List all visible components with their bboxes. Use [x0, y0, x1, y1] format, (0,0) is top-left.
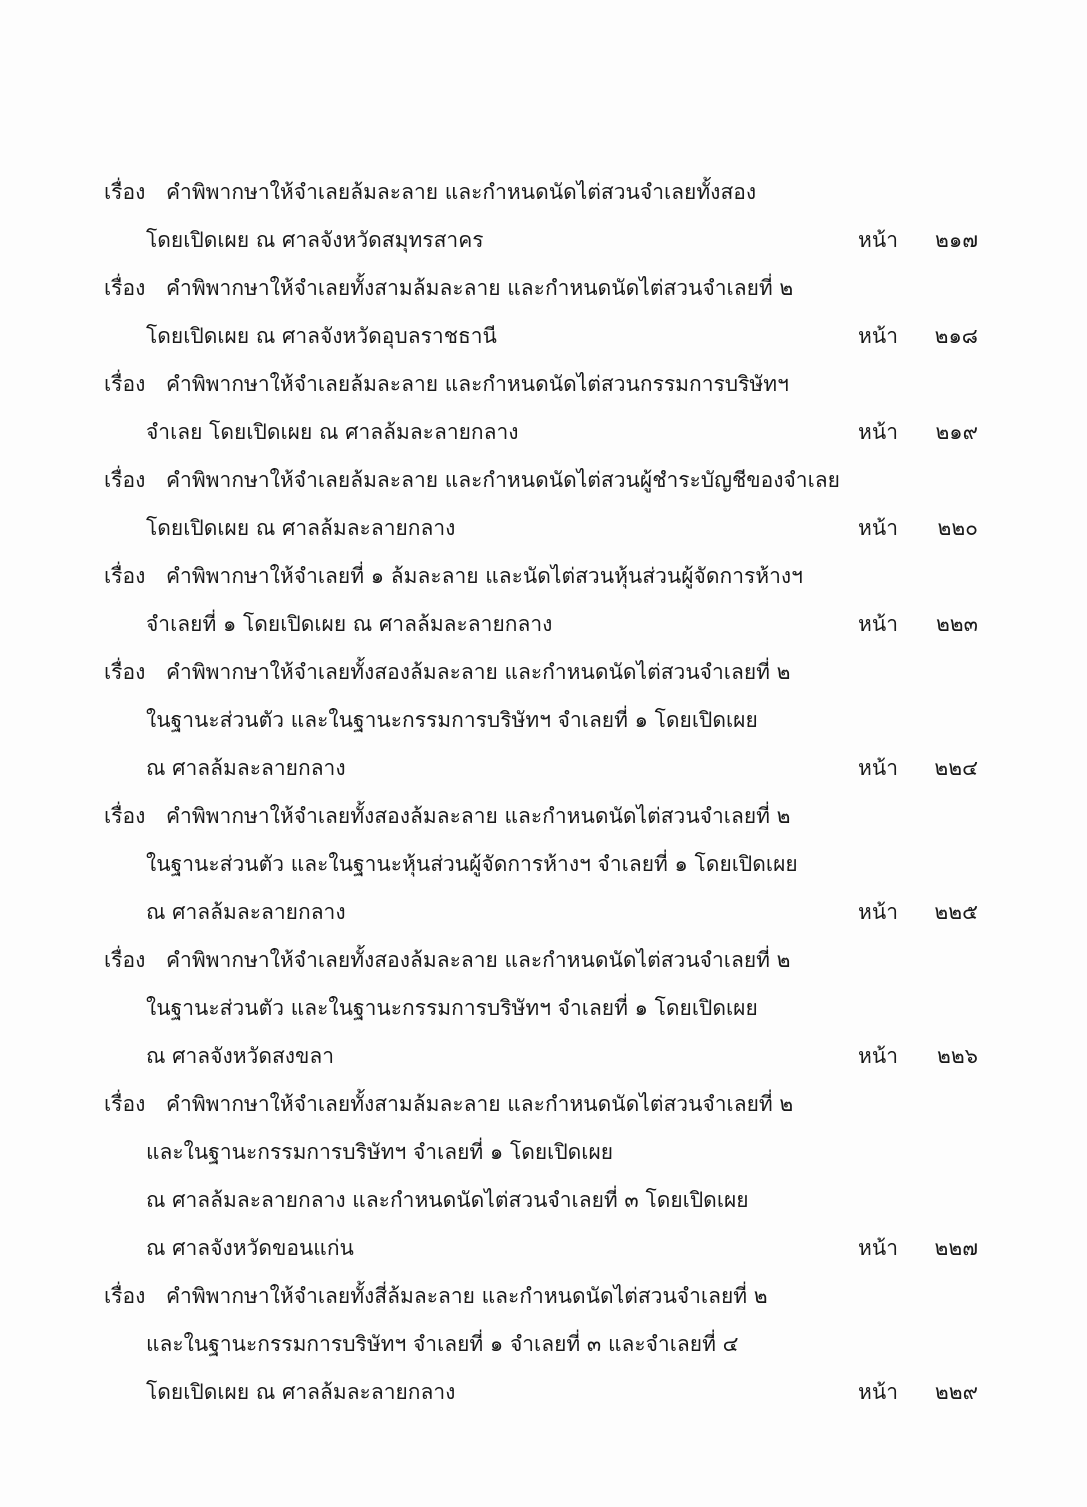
entry-title-text: ณ ศาลจังหวัดขอนแก่น	[146, 1236, 354, 1260]
toc-entry	[90, 1080, 990, 1272]
entry-first-line	[90, 792, 990, 840]
entry-title-text: คำพิพากษาให้จำเลยล้มละลาย และกำหนดนัดไต่สวนกรรมการบริษัทฯ	[166, 372, 789, 396]
entry-label: เรื่อง	[104, 180, 146, 204]
toc-entry	[90, 792, 990, 936]
entry-continuation-line	[90, 888, 990, 936]
entry-title-text: โดยเปิดเผย ณ ศาลจังหวัดสมุทรสาคร	[146, 228, 484, 252]
toc-entry	[90, 456, 990, 552]
page-word: หน้า	[858, 420, 898, 444]
page-word: หน้า	[858, 228, 898, 252]
page-reference	[858, 504, 978, 552]
entry-title-text: คำพิพากษาให้จำเลยที่ ๑ ล้มละลาย และนัดไต่สวนหุ้นส่วนผู้จัดการห้างฯ	[166, 564, 803, 588]
page-number: ๒๒๖	[936, 1044, 978, 1068]
page-number: ๒๒๓	[935, 612, 978, 636]
page-word: หน้า	[858, 516, 898, 540]
entry-continuation-line	[90, 744, 990, 792]
page-word: หน้า	[858, 900, 898, 924]
entry-title-text: คำพิพากษาให้จำเลยทั้งสองล้มละลาย และกำหนดนัดไต่สวนจำเลยที่ ๒	[166, 948, 791, 972]
entry-first-line	[90, 936, 990, 984]
page-number: ๒๒๐	[937, 516, 978, 540]
entry-title-text: ณ ศาลล้มละลายกลาง	[146, 900, 346, 924]
toc-entry	[90, 264, 990, 360]
page-number: ๒๑๗	[935, 228, 978, 252]
table-of-contents	[90, 168, 990, 1416]
page-reference	[858, 600, 978, 648]
page-reference	[858, 888, 978, 936]
entry-label: เรื่อง	[104, 660, 146, 684]
page-word: หน้า	[858, 1236, 898, 1260]
page-reference	[858, 1032, 978, 1080]
page-reference	[858, 1368, 978, 1416]
page-reference	[858, 744, 978, 792]
page-number: ๒๒๕	[934, 900, 978, 924]
page-number: ๒๑๘	[934, 324, 978, 348]
entry-label: เรื่อง	[104, 276, 146, 300]
entry-title-text: ณ ศาลจังหวัดสงขลา	[146, 1044, 335, 1068]
entry-title-text: คำพิพากษาให้จำเลยล้มละลาย และกำหนดนัดไต่สวนผู้ชำระบัญชีของจำเลย	[166, 468, 840, 492]
page-number: ๒๒๙	[934, 1380, 978, 1404]
entry-continuation-line	[90, 1320, 990, 1368]
entry-title-text: คำพิพากษาให้จำเลยทั้งสามล้มละลาย และกำหนดนัดไต่สวนจำเลยที่ ๒	[166, 276, 794, 300]
entry-label: เรื่อง	[104, 1284, 146, 1308]
entry-title-text: คำพิพากษาให้จำเลยทั้งสองล้มละลาย และกำหนดนัดไต่สวนจำเลยที่ ๒	[166, 660, 791, 684]
toc-entry	[90, 360, 990, 456]
entry-continuation-line	[90, 216, 990, 264]
entry-continuation-line	[90, 1128, 990, 1176]
entry-continuation-line	[90, 1368, 990, 1416]
entry-title-text: ในฐานะส่วนตัว และในฐานะกรรมการบริษัทฯ จำเลยที่ ๑ โดยเปิดเผย	[146, 996, 758, 1020]
entry-first-line	[90, 648, 990, 696]
entry-first-line	[90, 264, 990, 312]
entry-title-text: คำพิพากษาให้จำเลยทั้งสามล้มละลาย และกำหนดนัดไต่สวนจำเลยที่ ๒	[166, 1092, 794, 1116]
entry-continuation-line	[90, 600, 990, 648]
page-word: หน้า	[858, 756, 898, 780]
page-number: ๒๑๙	[935, 420, 978, 444]
page-reference	[858, 312, 978, 360]
entry-continuation-line	[90, 312, 990, 360]
entry-continuation-line	[90, 1032, 990, 1080]
page-word: หน้า	[858, 1380, 898, 1404]
entry-title-text: ณ ศาลล้มละลายกลาง	[146, 756, 346, 780]
entry-first-line	[90, 1272, 990, 1320]
entry-first-line	[90, 360, 990, 408]
toc-entry	[90, 648, 990, 792]
entry-label: เรื่อง	[104, 948, 146, 972]
entry-continuation-line	[90, 984, 990, 1032]
entry-title-text: ในฐานะส่วนตัว และในฐานะกรรมการบริษัทฯ จำเลยที่ ๑ โดยเปิดเผย	[146, 708, 758, 732]
entry-label: เรื่อง	[104, 804, 146, 828]
entry-label: เรื่อง	[104, 372, 146, 396]
entry-continuation-line	[90, 1176, 990, 1224]
entry-title-text: คำพิพากษาให้จำเลยทั้งสี่ล้มละลาย และกำหนดนัดไต่สวนจำเลยที่ ๒	[166, 1284, 768, 1308]
entry-continuation-line	[90, 696, 990, 744]
entry-first-line	[90, 168, 990, 216]
entry-title-text: จำเลยที่ ๑ โดยเปิดเผย ณ ศาลล้มละลายกลาง	[146, 612, 553, 636]
entry-first-line	[90, 456, 990, 504]
page-number: ๒๒๔	[934, 756, 978, 780]
entry-first-line	[90, 552, 990, 600]
toc-entry	[90, 936, 990, 1080]
entry-title-text: ณ ศาลล้มละลายกลาง และกำหนดนัดไต่สวนจำเลยที่ ๓ โดยเปิดเผย	[146, 1188, 749, 1212]
toc-entry	[90, 1272, 990, 1416]
page-reference	[858, 1224, 978, 1272]
entry-continuation-line	[90, 408, 990, 456]
entry-title-text: และในฐานะกรรมการบริษัทฯ จำเลยที่ ๑ โดยเปิดเผย	[146, 1140, 614, 1164]
entry-title-text: คำพิพากษาให้จำเลยทั้งสองล้มละลาย และกำหนดนัดไต่สวนจำเลยที่ ๒	[166, 804, 791, 828]
entry-title-text: ในฐานะส่วนตัว และในฐานะหุ้นส่วนผู้จัดการห้างฯ จำเลยที่ ๑ โดยเปิดเผย	[146, 852, 798, 876]
toc-entry	[90, 168, 990, 264]
entry-title-text: จำเลย โดยเปิดเผย ณ ศาลล้มละลายกลาง	[146, 420, 519, 444]
entry-label: เรื่อง	[104, 468, 146, 492]
entry-title-text: โดยเปิดเผย ณ ศาลล้มละลายกลาง	[146, 516, 456, 540]
page-reference	[858, 216, 978, 264]
page-word: หน้า	[858, 324, 898, 348]
entry-first-line	[90, 1080, 990, 1128]
entry-title-text: และในฐานะกรรมการบริษัทฯ จำเลยที่ ๑ จำเลยที่ ๓ และจำเลยที่ ๔	[146, 1332, 739, 1356]
page-word: หน้า	[858, 1044, 898, 1068]
entry-title-text: โดยเปิดเผย ณ ศาลจังหวัดอุบลราชธานี	[146, 324, 497, 348]
entry-title-text: โดยเปิดเผย ณ ศาลล้มละลายกลาง	[146, 1380, 456, 1404]
page-number: ๒๒๗	[934, 1236, 978, 1260]
entry-continuation-line	[90, 1224, 990, 1272]
entry-title-text: คำพิพากษาให้จำเลยล้มละลาย และกำหนดนัดไต่สวนจำเลยทั้งสอง	[166, 180, 757, 204]
toc-entry	[90, 552, 990, 648]
page-reference	[858, 408, 978, 456]
page-word: หน้า	[858, 612, 898, 636]
entry-label: เรื่อง	[104, 1092, 146, 1116]
entry-continuation-line	[90, 504, 990, 552]
entry-continuation-line	[90, 840, 990, 888]
entry-label: เรื่อง	[104, 564, 146, 588]
